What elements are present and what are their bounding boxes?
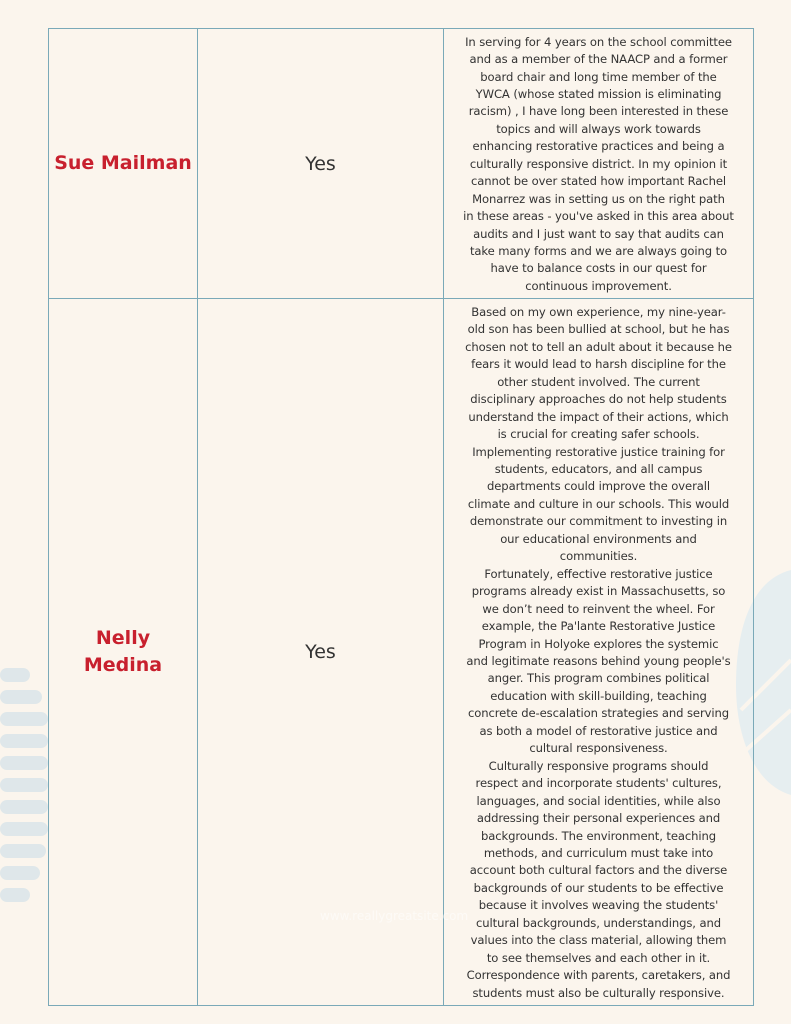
decorative-stripes [0,668,48,923]
table-row [49,299,754,1006]
candidate-name: Nelly Medina [49,299,198,1006]
candidate-response: In serving for 4 years on the school committee and as a member of the NAACP and a former board chair and long time member of the YWCA (whose stated mission is eliminating racism) , I have long been interested in these topics and will always work towards enhancing restorative practices and being a culturally responsive district. In my opinion it cannot be over stated how important Rachel Monarrez was in setting us on the right path in these areas - you've asked in this area about audits and I just want to say that audits can take many forms and we are always going to have to balance costs in our quest for continuous improvement. [444,29,754,299]
candidate-name: Sue Mailman [49,29,198,299]
watermark: www.reallygreatsite.com [320,909,469,923]
candidate-response: Based on my own experience, my nine-year- old son has been bullied at school, but he has chosen not to tell an adult about it because he fears it would lead to harsh discipline for the other student involved. The current disciplinary approaches do not help students understand the impact of their actions, which is crucial for creating safer schools. Implementing restorative justice training for students, educators, and all campus departments could improve the overall climate and culture in our schools. This would demonstrate our commitment to investing in our educational environments and communities. Fortunately, effective restorative justice programs already exist in Massachusetts, so we don’t need to reinvent the wheel. For example, the Pa'lante Restorative Justice Program in Holyoke explores the systemic and legitimate reasons behind young people's anger. This program combines political education with skill-building, teaching concrete de-escalation strategies and serving as both a model of restorative justice and cultural responsiveness. Culturally responsive programs should respect and incorporate students' cultures, languages, and social identities, while also addressing their personal experiences and backgrounds. The environment, teaching methods, and curriculum must take into account both cultural factors and the diverse backgrounds of our students to be effective because it involves weaving the students' cultural backgrounds, understandings, and values into the class material, allowing them to see themselves and each other in it. Correspondence with parents, caretakers, and students must also be culturally responsive. [444,299,754,1006]
candidate-answer: Yes [198,299,444,1006]
table-row [49,29,754,299]
candidate-responses-table [48,28,754,1006]
candidate-answer: Yes [198,29,444,299]
